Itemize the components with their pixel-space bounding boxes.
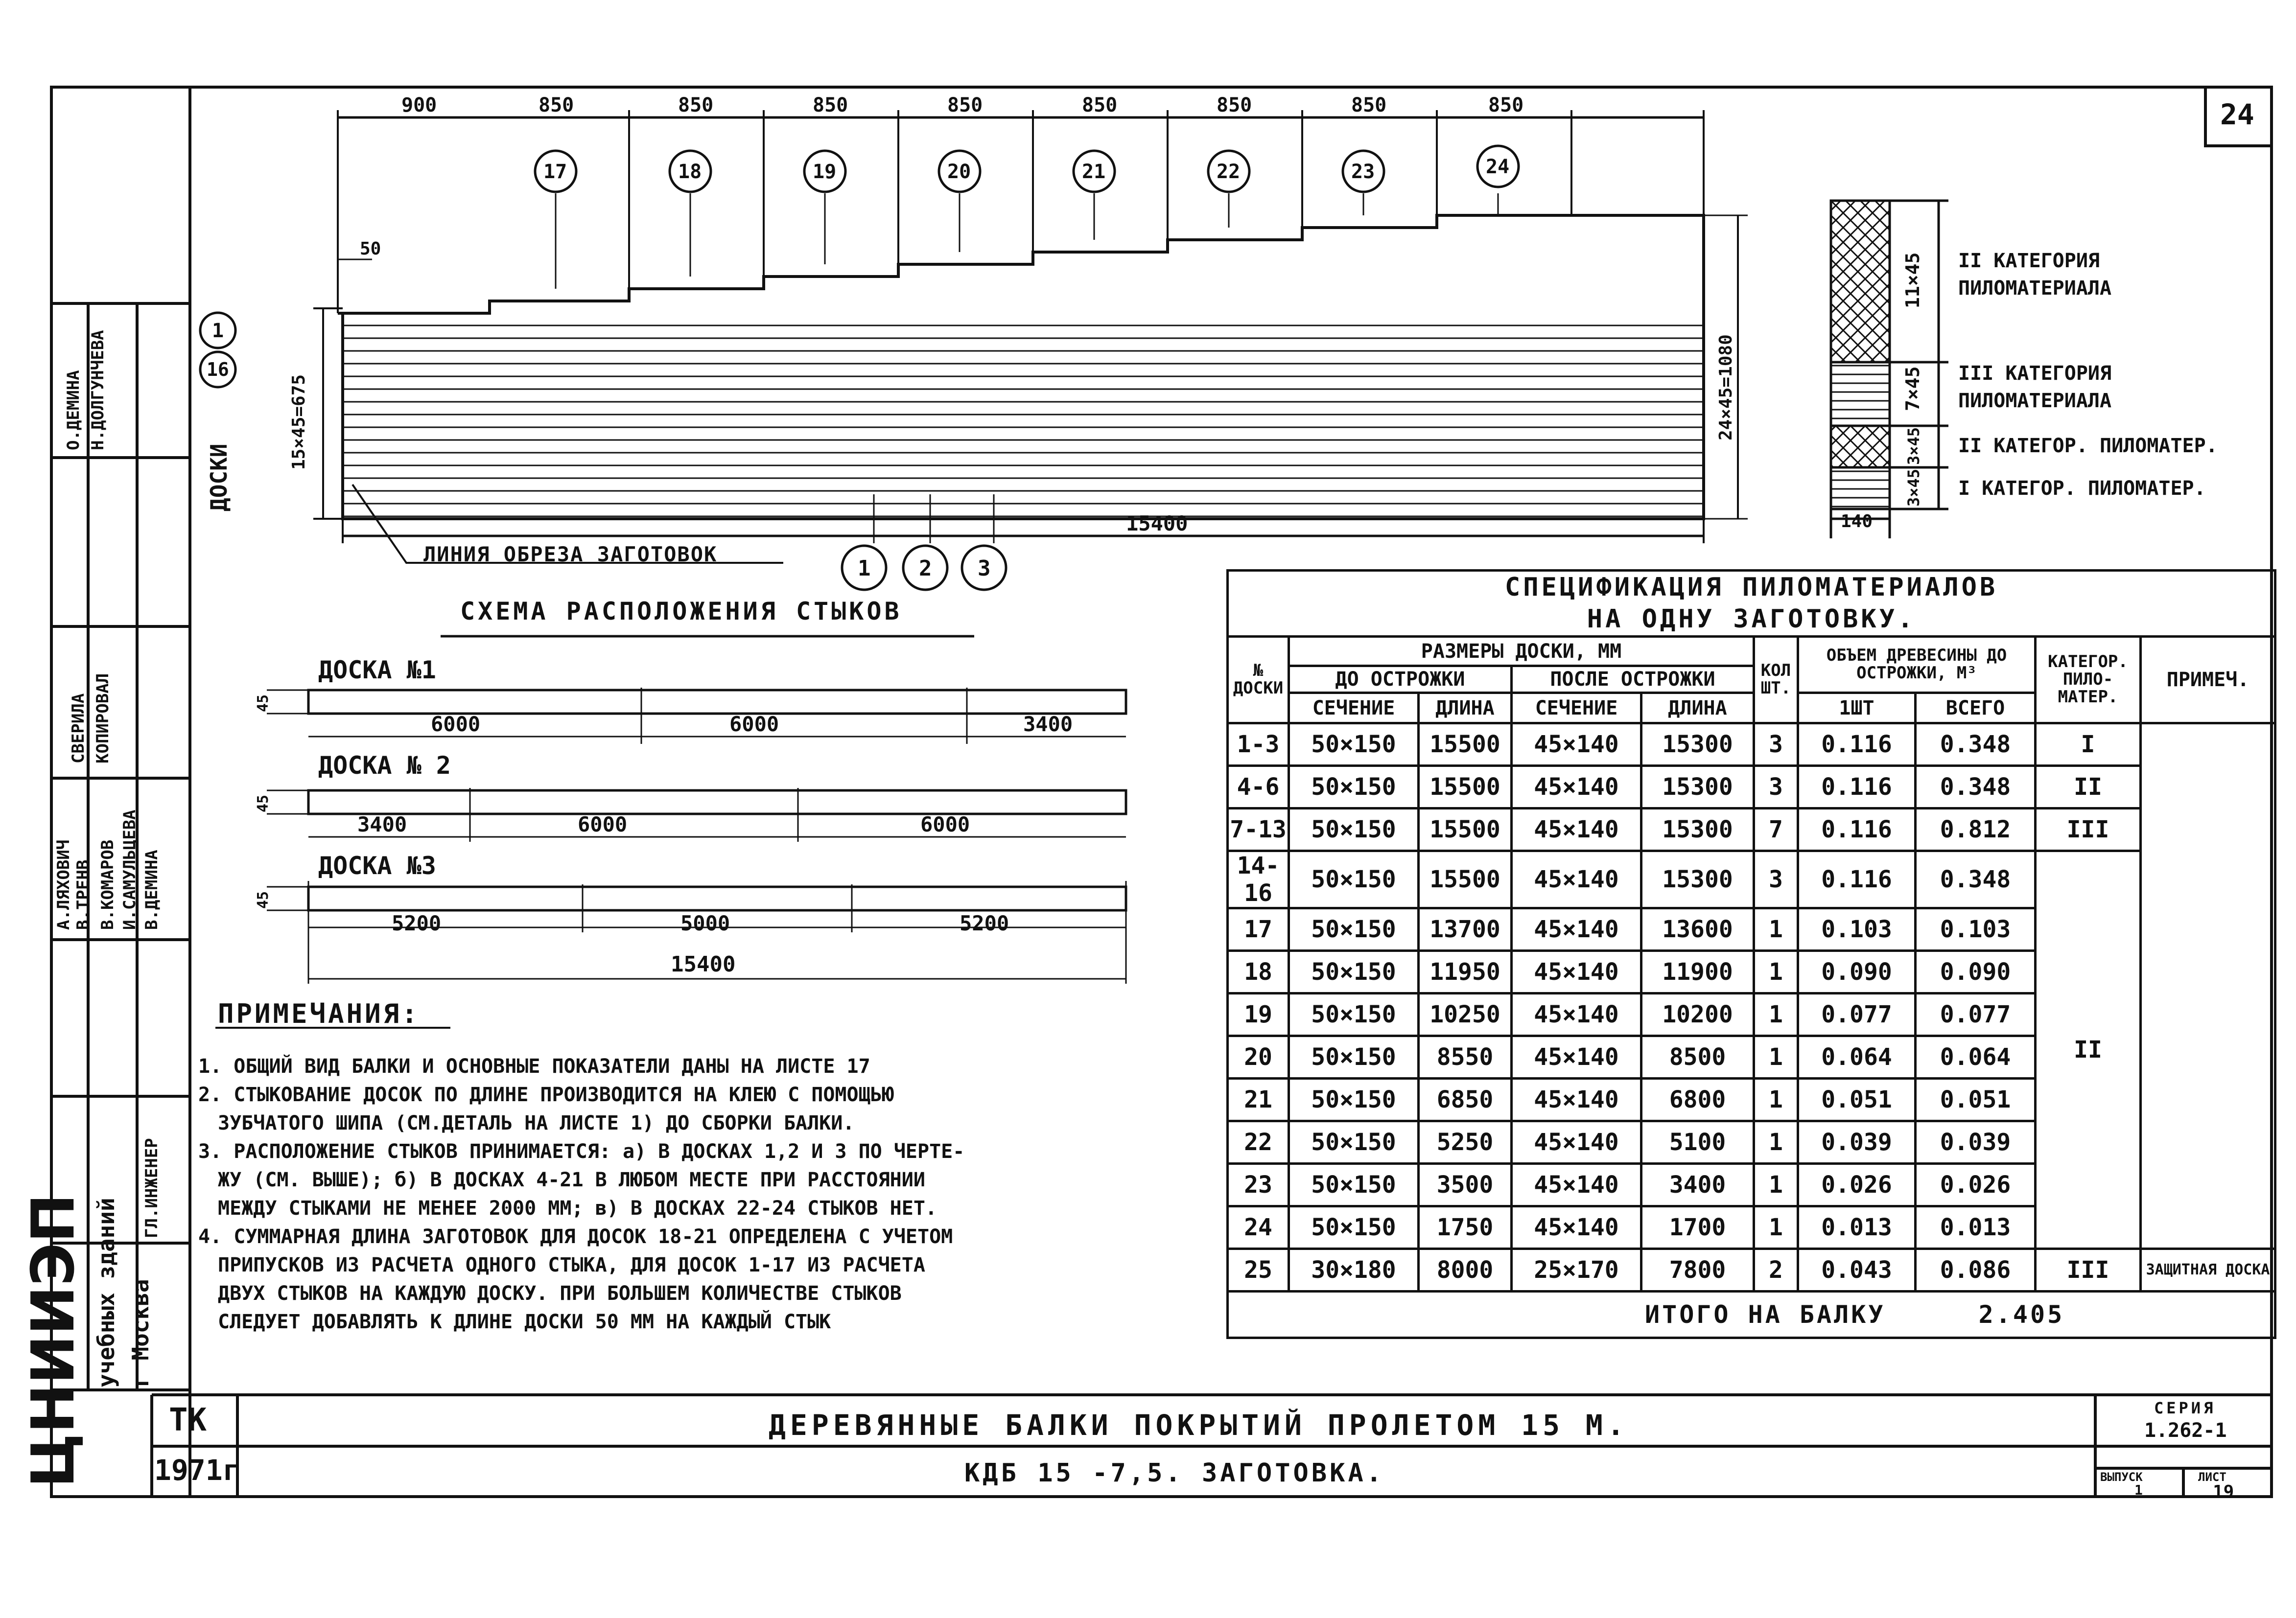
spec-cell-s1: 50×150: [1289, 1206, 1419, 1249]
issue-value: 1: [2134, 1482, 2143, 1498]
notes-block: [198, 1052, 1217, 1336]
spec-cell-s2: 45×140: [1512, 1036, 1641, 1079]
spec-cell-vt: 0.812: [1916, 809, 2036, 851]
left-dim: 15×45=675: [289, 374, 309, 470]
spec-row: [1228, 723, 2275, 766]
spec-cell-s1: 50×150: [1289, 766, 1419, 809]
spec-cell-l2: 15300: [1641, 723, 1754, 766]
spec-cell-s2: 45×140: [1512, 766, 1641, 809]
spec-cell-s2: 45×140: [1512, 1079, 1641, 1121]
sheet-value: 19: [2213, 1482, 2234, 1502]
legend-text-3: II КАТЕГОР. ПИЛОМАТЕР.: [1958, 435, 2218, 457]
notes-title: ПРИМЕЧАНИЯ:: [218, 998, 420, 1029]
spec-cell-cat: II: [2036, 766, 2141, 809]
spec-cell-l1: 10250: [1419, 994, 1512, 1036]
spec-cell-no: 14-16: [1228, 851, 1289, 908]
spec-total-label: ИТОГО НА БАЛКУ: [1645, 1300, 1886, 1329]
spec-cell-l2: 1700: [1641, 1206, 1754, 1249]
spec-cell-s2: 25×170: [1512, 1249, 1641, 1292]
spec-row: [1228, 809, 2275, 851]
spec-row: [1228, 766, 2275, 809]
spec-row: [1228, 851, 2275, 908]
spec-cell-l2: 13600: [1641, 908, 1754, 951]
board-2-seg-2: 6000: [578, 812, 628, 836]
spec-row: [1228, 1249, 2275, 1292]
stamp-org: ЦНИИЭП: [20, 1193, 88, 1488]
note-line-4: 3. РАСПОЛОЖЕНИЕ СТЫКОВ ПРИНИМАЕТСЯ: а) В ДОСКАХ 1,2 И 3 ПО ЧЕРТЕ-: [198, 1140, 965, 1163]
joint-circle-1: 1: [858, 556, 871, 581]
legend-dim-3: 3×45: [1904, 427, 1923, 465]
spec-cell-s1: 50×150: [1289, 809, 1419, 851]
circle-23: 23: [1351, 161, 1375, 183]
stamp-org-3: г Москва: [127, 1279, 154, 1387]
spec-cell-s2: 45×140: [1512, 951, 1641, 994]
spec-h-length-1: ДЛИНА: [1419, 693, 1512, 723]
spec-cell-l2: 5100: [1641, 1121, 1754, 1164]
spec-cell-no: 19: [1228, 994, 1289, 1036]
spec-cell-v1: 0.051: [1798, 1079, 1916, 1121]
sheet-number: 24: [2220, 98, 2254, 131]
board-3-seg-1: 5200: [392, 911, 442, 935]
spec-cell-v1: 0.090: [1798, 951, 1916, 994]
spec-cell-l1: 15500: [1419, 766, 1512, 809]
spec-cell-v1: 0.116: [1798, 766, 1916, 809]
spec-cell-no: 17: [1228, 908, 1289, 951]
spec-h-one: 1ШТ: [1798, 693, 1916, 723]
top-dim-3: 850: [678, 94, 714, 116]
spec-cell-v1: 0.039: [1798, 1121, 1916, 1164]
issue-label: ВЫПУСК: [2100, 1470, 2143, 1484]
spec-cell-s1: 50×150: [1289, 851, 1419, 908]
boards-circle-16: 16: [207, 359, 229, 380]
spec-h-note: ПРИМЕЧ.: [2141, 637, 2275, 723]
spec-cell-l2: 11900: [1641, 951, 1754, 994]
spec-cell-l1: 6850: [1419, 1079, 1512, 1121]
spec-cell-q: 1: [1754, 994, 1798, 1036]
spec-cell-l2: 7800: [1641, 1249, 1754, 1292]
spec-cell-s2: 45×140: [1512, 994, 1641, 1036]
board-3-seg-3: 5200: [960, 911, 1009, 935]
board-3-total: 15400: [671, 952, 736, 977]
spec-h-section-1: СЕЧЕНИЕ: [1289, 693, 1419, 723]
board-1-seg-2: 6000: [729, 712, 779, 736]
spec-cell-q: 3: [1754, 766, 1798, 809]
spec-cell-cat: III: [2036, 1249, 2141, 1292]
spec-cell-s1: 50×150: [1289, 1036, 1419, 1079]
dim-50: 50: [360, 239, 381, 259]
spec-cell-note-empty: [2141, 723, 2275, 1249]
bottom-dim: 15400: [1126, 511, 1188, 535]
legend-dim-2: 7×45: [1902, 366, 1923, 411]
stamp-name-10: О.ДЕМИНА: [64, 370, 83, 450]
spec-cell-vt: 0.090: [1916, 951, 2036, 994]
board-1-label: ДОСКА №1: [318, 656, 436, 684]
spec-cell-s2: 45×140: [1512, 723, 1641, 766]
spec-cell-vt: 0.348: [1916, 766, 2036, 809]
spec-h-after: ПОСЛЕ ОСТРОЖКИ: [1512, 666, 1754, 693]
joint-h-dim-3: 45: [255, 891, 272, 909]
top-dim-4: 850: [813, 94, 848, 116]
spec-cell-q: 1: [1754, 1121, 1798, 1164]
spec-cell-s2: 45×140: [1512, 908, 1641, 951]
stamp-name-5: В.ДЕМИНА: [142, 850, 162, 930]
spec-cell-q: 1: [1754, 1079, 1798, 1121]
stamp-name-1: А.ЛЯХОВИЧ: [54, 839, 73, 930]
spec-cell-l1: 15500: [1419, 851, 1512, 908]
note-line-10: СЛЕДУЕТ ДОБАВЛЯТЬ К ДЛИНЕ ДОСКИ 50 ММ НА КАЖДЫЙ СТЫК: [218, 1311, 831, 1333]
spec-cell-q: 1: [1754, 951, 1798, 994]
spec-cell-s2: 45×140: [1512, 1206, 1641, 1249]
top-dim-9: 850: [1488, 94, 1524, 116]
note-line-3: ЗУБЧАТОГО ШИПА (СМ.ДЕТАЛЬ НА ЛИСТЕ 1) ДО СБОРКИ БАЛКИ.: [218, 1112, 855, 1134]
note-line-6: МЕЖДУ СТЫКАМИ НЕ МЕНЕЕ 2000 ММ; в) В ДОСКАХ 22-24 СТЫКОВ НЕТ.: [218, 1197, 937, 1220]
spec-cell-s2: 45×140: [1512, 1164, 1641, 1206]
joint-circle-3: 3: [978, 556, 991, 581]
spec-cell-l1: 5250: [1419, 1121, 1512, 1164]
spec-h-total: ВСЕГО: [1916, 693, 2036, 723]
boards-circle-1: 1: [212, 320, 224, 342]
spec-cell-q: 7: [1754, 809, 1798, 851]
spec-h-section-2: СЕЧЕНИЕ: [1512, 693, 1641, 723]
spec-cell-l2: 15300: [1641, 766, 1754, 809]
spec-cell-s2: 45×140: [1512, 1121, 1641, 1164]
spec-total-row: [1228, 1292, 2275, 1338]
legend-text-1: II КАТЕГОРИЯ ПИЛОМАТЕРИАЛА: [1958, 250, 2112, 300]
board-1-seg-1: 6000: [431, 712, 481, 736]
stamp-role-3: ГЛ.ИНЖЕНЕР: [142, 1138, 162, 1238]
spec-cell-l1: 1750: [1419, 1206, 1512, 1249]
spec-cell-q: 3: [1754, 851, 1798, 908]
spec-table: [1226, 569, 2276, 1339]
spec-cell-q: 2: [1754, 1249, 1798, 1292]
spec-cell-no: 4-6: [1228, 766, 1289, 809]
spec-cell-vt: 0.039: [1916, 1121, 2036, 1164]
spec-cell-s1: 50×150: [1289, 723, 1419, 766]
spec-cell-s1: 50×150: [1289, 1079, 1419, 1121]
note-line-7: 4. СУММАРНАЯ ДЛИНА ЗАГОТОВОК ДЛЯ ДОСОК 18-21 ОПРЕДЕЛЕНА С УЧЕТОМ: [198, 1225, 953, 1248]
board-2-label: ДОСКА № 2: [318, 751, 451, 780]
title-sub: КДБ 15 -7,5. ЗАГОТОВКА.: [964, 1458, 1385, 1488]
spec-cell-no: 1-3: [1228, 723, 1289, 766]
spec-cell-no: 18: [1228, 951, 1289, 994]
note-line-8: ПРИПУСКОВ ИЗ РАСЧЕТА ОДНОГО СТЫКА, ДЛЯ ДОСОК 1-17 ИЗ РАСЧЕТА: [218, 1254, 925, 1276]
circle-24: 24: [1486, 156, 1510, 178]
circle-21: 21: [1082, 161, 1106, 183]
joint-circle-2: 2: [919, 556, 932, 581]
spec-cell-cat: I: [2036, 723, 2141, 766]
spec-cell-vt: 0.051: [1916, 1079, 2036, 1121]
spec-cell-v1: 0.043: [1798, 1249, 1916, 1292]
board-2-seg-3: 6000: [920, 812, 970, 836]
spec-cell-v1: 0.116: [1798, 723, 1916, 766]
spec-total-value: 2.405: [1978, 1300, 2065, 1329]
legend-text-2: III КАТЕГОРИЯ ПИЛОМАТЕРИАЛА: [1958, 362, 2112, 412]
spec-cell-l2: 15300: [1641, 851, 1754, 908]
spec-cell-vt: 0.026: [1916, 1164, 2036, 1206]
circle-18: 18: [678, 161, 702, 183]
spec-cell-q: 1: [1754, 1206, 1798, 1249]
spec-cell-note: ЗАЩИТНАЯ ДОСКА: [2141, 1249, 2275, 1292]
board-3-label: ДОСКА №3: [318, 852, 436, 880]
spec-cell-vt: 0.086: [1916, 1249, 2036, 1292]
spec-h-sizes: РАЗМЕРЫ ДОСКИ, ММ: [1289, 637, 1754, 666]
spec-cell-cat-merged: II: [2036, 851, 2141, 1249]
circle-20: 20: [947, 161, 971, 183]
spec-cell-s2: 45×140: [1512, 851, 1641, 908]
stamp-role-1: СВЕРИЛА: [69, 693, 88, 763]
spec-cell-s1: 50×150: [1289, 1164, 1419, 1206]
spec-cell-l1: 8550: [1419, 1036, 1512, 1079]
spec-cell-l2: 15300: [1641, 809, 1754, 851]
circle-19: 19: [813, 161, 837, 183]
spec-cell-l2: 6800: [1641, 1079, 1754, 1121]
spec-cell-v1: 0.013: [1798, 1206, 1916, 1249]
legend-dim-4: 3×45: [1904, 468, 1923, 507]
circle-17: 17: [543, 161, 567, 183]
title-year: 1971г: [154, 1454, 240, 1487]
top-dim-6: 850: [1082, 94, 1118, 116]
spec-cell-q: 1: [1754, 908, 1798, 951]
board-1-seg-3: 3400: [1023, 712, 1073, 736]
joint-h-dim-1: 45: [255, 694, 272, 712]
spec-cell-vt: 0.013: [1916, 1206, 2036, 1249]
spec-cell-l2: 10200: [1641, 994, 1754, 1036]
top-dim-8: 850: [1351, 94, 1387, 116]
spec-cell-q: 1: [1754, 1036, 1798, 1079]
joint-h-dim-2: 45: [255, 794, 272, 812]
note-line-2: 2. СТЫКОВАНИЕ ДОСОК ПО ДЛИНЕ ПРОИЗВОДИТСЯ НА КЛЕЮ С ПОМОЩЬЮ: [198, 1084, 894, 1106]
spec-cell-v1: 0.064: [1798, 1036, 1916, 1079]
series-value: 1.262-1: [2144, 1419, 2227, 1442]
note-line-5: ЖУ (СМ. ВЫШЕ); б) В ДОСКАХ 4-21 В ЛЮБОМ МЕСТЕ ПРИ РАССТОЯНИИ: [218, 1169, 925, 1191]
spec-cell-no: 24: [1228, 1206, 1289, 1249]
spec-cell-l1: 15500: [1419, 723, 1512, 766]
spec-cell-s1: 50×150: [1289, 1121, 1419, 1164]
board-3-seg-2: 5000: [680, 911, 730, 935]
spec-cell-vt: 0.348: [1916, 723, 2036, 766]
note-line-9: ДВУХ СТЫКОВ НА КАЖДУЮ ДОСКУ. ПРИ БОЛЬШЕМ КОЛИЧЕСТВЕ СТЫКОВ: [218, 1282, 902, 1305]
spec-cell-v1: 0.026: [1798, 1164, 1916, 1206]
spec-cell-no: 23: [1228, 1164, 1289, 1206]
spec-h-qty: КОЛ ШТ.: [1754, 637, 1798, 723]
legend-text-4: I КАТЕГОР. ПИЛОМАТЕР.: [1958, 477, 2206, 500]
spec-cell-s1: 50×150: [1289, 951, 1419, 994]
spec-cell-l1: 3500: [1419, 1164, 1512, 1206]
spec-title: СПЕЦИФИКАЦИЯ ПИЛОМАТЕРИАЛОВ НА ОДНУ ЗАГОТОВКУ.: [1228, 571, 2275, 637]
cut-line-label: ЛИНИЯ ОБРЕЗА ЗАГОТОВОК: [423, 542, 718, 566]
boards-label: ДОСКИ: [206, 443, 232, 511]
spec-cell-s1: 30×180: [1289, 1249, 1419, 1292]
stamp-name-6: Н.ДОЛГУНЧЕВА: [88, 330, 108, 450]
spec-cell-q: 3: [1754, 723, 1798, 766]
spec-cell-l2: 8500: [1641, 1036, 1754, 1079]
top-dim-2: 850: [539, 94, 574, 116]
spec-cell-l2: 3400: [1641, 1164, 1754, 1206]
spec-cell-no: 22: [1228, 1121, 1289, 1164]
spec-h-volume: ОБЪЕМ ДРЕВЕСИНЫ ДО ОСТРОЖКИ, М³: [1798, 637, 2036, 693]
spec-cell-no: 25: [1228, 1249, 1289, 1292]
legend-dim-1: 11×45: [1902, 252, 1923, 308]
board-2-seg-1: 3400: [357, 812, 407, 836]
spec-cell-vt: 0.064: [1916, 1036, 2036, 1079]
spec-cell-s1: 50×150: [1289, 994, 1419, 1036]
spec-h-cat: КАТЕГОР. ПИЛО- МАТЕР.: [2036, 637, 2141, 723]
spec-cell-s1: 50×150: [1289, 908, 1419, 951]
stamp-role-2: КОПИРОВАЛ: [93, 673, 113, 763]
joints-title: СХЕМА РАСПОЛОЖЕНИЯ СТЫКОВ: [460, 597, 902, 625]
stamp-name-4: И.САМУЛЬЦЕВА: [120, 809, 140, 930]
spec-h-no: № ДОСКИ: [1228, 637, 1289, 723]
stamp-name-3: В.КОМАРОВ: [98, 839, 117, 930]
spec-cell-cat: III: [2036, 809, 2141, 851]
spec-cell-vt: 0.348: [1916, 851, 2036, 908]
title-main: ДЕРЕВЯННЫЕ БАЛКИ ПОКРЫТИЙ ПРОЛЕТОМ 15 М.: [769, 1409, 1629, 1442]
sheet-label: ЛИСТ: [2198, 1470, 2226, 1484]
spec-cell-vt: 0.103: [1916, 908, 2036, 951]
right-dim: 24×45=1080: [1716, 334, 1736, 440]
spec-h-length-2: ДЛИНА: [1641, 693, 1754, 723]
spec-cell-l1: 11950: [1419, 951, 1512, 994]
circle-22: 22: [1217, 161, 1241, 183]
spec-cell-no: 20: [1228, 1036, 1289, 1079]
top-dim-1: 900: [401, 94, 437, 116]
spec-cell-v1: 0.116: [1798, 809, 1916, 851]
spec-cell-l1: 13700: [1419, 908, 1512, 951]
spec-cell-v1: 0.116: [1798, 851, 1916, 908]
spec-cell-v1: 0.077: [1798, 994, 1916, 1036]
note-line-1: 1. ОБЩИЙ ВИД БАЛКИ И ОСНОВНЫЕ ПОКАЗАТЕЛИ ДАНЫ НА ЛИСТЕ 17: [198, 1055, 870, 1078]
spec-cell-q: 1: [1754, 1164, 1798, 1206]
top-dim-7: 850: [1217, 94, 1252, 116]
series-label: СЕРИЯ: [2154, 1399, 2216, 1417]
stamp-org-2: учебных зданий: [93, 1198, 119, 1387]
spec-cell-s2: 45×140: [1512, 809, 1641, 851]
spec-cell-l1: 8000: [1419, 1249, 1512, 1292]
top-dim-5: 850: [947, 94, 983, 116]
title-tk: ТК: [169, 1402, 207, 1438]
spec-cell-l1: 15500: [1419, 809, 1512, 851]
spec-cell-v1: 0.103: [1798, 908, 1916, 951]
spec-h-before: ДО ОСТРОЖКИ: [1289, 666, 1512, 693]
spec-cell-vt: 0.077: [1916, 994, 2036, 1036]
stamp-name-2: В.ТРЕНВ: [73, 859, 93, 930]
legend-width: 140: [1841, 511, 1873, 532]
spec-cell-no: 7-13: [1228, 809, 1289, 851]
spec-cell-no: 21: [1228, 1079, 1289, 1121]
